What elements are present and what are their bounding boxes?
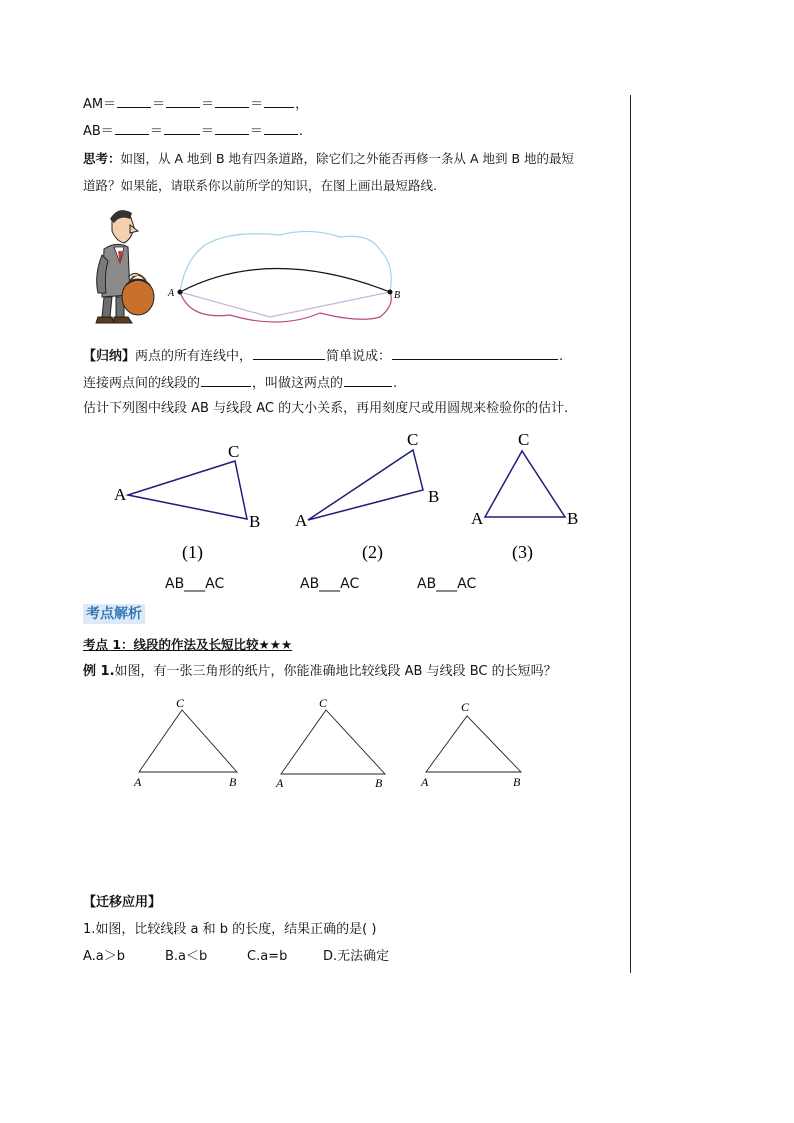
summary-line2: 连接两点间的线段的 ，叫做这两点的 . (83, 376, 398, 391)
question-1-options (83, 948, 389, 966)
blank[interactable] (344, 374, 392, 387)
triangle-3 (471, 430, 578, 563)
triangle-2-label-c: C (407, 430, 419, 449)
blank[interactable] (253, 347, 325, 360)
page-margin-line (630, 95, 631, 973)
question-1: 1.如图，比较线段 a 和 b 的长度，结果正确的是( ) (83, 922, 377, 937)
triangle-3-label-b: B (567, 509, 579, 528)
triangle-3-caption: (3) (512, 542, 533, 562)
paper-triangle-2 (275, 696, 385, 790)
triangle-1-label-c: C (228, 442, 240, 461)
kaodian-1-title: 考点 1：线段的作法及长短比较★★★ (83, 637, 293, 652)
triangle-1-caption: (1) (182, 542, 203, 562)
paper-triangle-3-label-a: A (421, 775, 429, 789)
summary-line1: 【归纳】两点的所有连线中， 简单说成： . (83, 349, 564, 364)
paper-triangle-2-label-a: A (276, 776, 284, 790)
triangle-2-label-b: B (428, 487, 440, 506)
option-c[interactable]: C.a=b (247, 949, 288, 964)
paper-triangle-3-label-c: C (461, 700, 470, 714)
triangle-1 (114, 442, 260, 563)
triangle-2-label-a: A (295, 511, 308, 530)
paper-triangle-2-label-b: B (375, 776, 383, 790)
triangle-2-caption: (2) (362, 542, 383, 562)
road-outer-top (180, 231, 391, 292)
triangle-3-label-c: C (518, 430, 530, 449)
road-polyline (180, 292, 390, 317)
blank[interactable] (115, 122, 149, 135)
equation-ab: AB＝ ＝ ＝ ＝ . (83, 124, 303, 139)
blank[interactable] (264, 95, 294, 108)
think-paragraph-line1: 思考：如图，从 A 地到 B 地有四条道路，除它们之外能否再修一条从 A 地到 B 地的最短 (83, 151, 575, 166)
paper-triangle-3 (420, 700, 521, 789)
blank[interactable] (201, 374, 251, 387)
option-a[interactable]: A.a＞b (83, 949, 126, 964)
compare-1[interactable]: AB___AC (165, 576, 225, 592)
roads-figure (80, 205, 420, 330)
compare-3[interactable]: AB___AC (417, 576, 477, 592)
equation-am: AM＝ ＝ ＝ ＝ ， (83, 97, 309, 112)
triangle-2 (295, 430, 439, 563)
blank[interactable] (117, 95, 151, 108)
cartoon-man-illustration (96, 210, 154, 323)
blank[interactable] (166, 95, 200, 108)
paper-triangle-1-label-a: A (134, 775, 142, 789)
paper-triangle-1 (133, 696, 237, 789)
triangle-3-label-a: A (471, 509, 484, 528)
paper-triangles-figure (125, 690, 545, 795)
compare-2[interactable]: AB___AC (300, 576, 360, 592)
road-arc (180, 269, 390, 293)
blank[interactable] (215, 95, 249, 108)
blank[interactable] (215, 122, 249, 135)
point-a-dot (178, 290, 183, 295)
estimate-instruction: 估计下列图中线段 AB 与线段 AC 的大小关系，再用刻度尺或用圆规来检验你的估计. (83, 401, 569, 416)
road-outer-bottom (180, 292, 391, 322)
estimate-triangles-figure (100, 425, 600, 570)
paper-triangle-1-label-c: C (176, 696, 185, 710)
point-a-label: A (168, 288, 175, 299)
blank[interactable] (392, 347, 558, 360)
triangle-1-label-b: B (249, 512, 261, 531)
paper-triangle-3-label-b: B (513, 775, 521, 789)
point-b-label: B (394, 290, 401, 301)
option-d[interactable]: D.无法确定 (323, 949, 390, 964)
paper-triangle-1-label-b: B (229, 775, 237, 789)
point-b-dot (388, 290, 393, 295)
blank[interactable] (264, 122, 298, 135)
example-1: 例 1.如图，有一张三角形的纸片，你能准确地比较线段 AB 与线段 BC 的长短吗？ (83, 664, 557, 679)
transfer-heading: 【迁移应用】 (83, 895, 162, 910)
section-heading: 考点解析 (83, 604, 145, 624)
option-b[interactable]: B.a＜b (165, 949, 208, 964)
triangle-1-label-a: A (114, 485, 127, 504)
paper-triangle-2-label-c: C (319, 696, 328, 710)
think-paragraph-line2: 道路？如果能，请联系你以前所学的知识，在图上画出最短路线. (83, 178, 437, 193)
blank[interactable] (164, 122, 200, 135)
